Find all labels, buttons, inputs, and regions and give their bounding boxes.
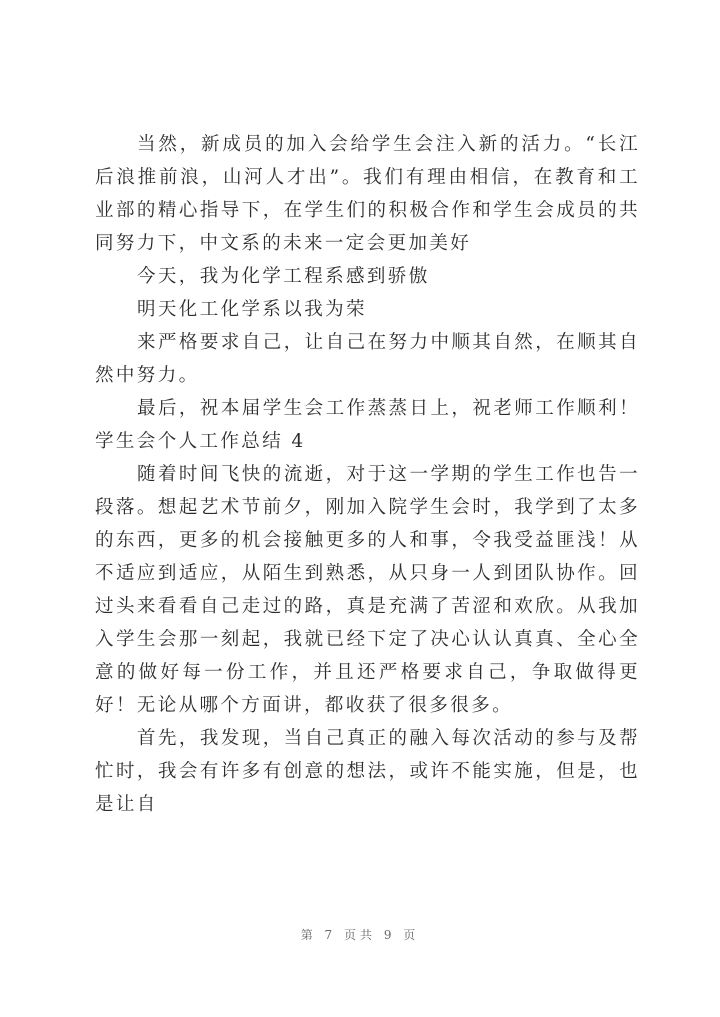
paragraph-2: 今天，我为化学工程系感到骄傲 bbox=[137, 266, 430, 287]
page-number-footer: 第 7 页共 9 页 bbox=[300, 928, 420, 942]
paragraph-3: 明天化工化学系以我为荣 bbox=[137, 299, 367, 320]
paragraph-6: 随着时间飞快的流逝，对于这一学期的学生工作也告一段落。想起艺术节前夕，刚加入院学生会时，我学到了太多的东西，更多的机会接触更多的人和事，令我受益匪浅！从不适应到适应，从陌生到熟悉，从只身一人到团队协作。回过头来看看自己走过的路，真是充满了苦涩和欢欣。从我加入学生会那一刻起，我就已经下定了决心认认真真、全心全意的做好每一份工作，并且还严格要求自己，争取做得更好！无论从哪个方面讲，都收获了很多很多。 bbox=[95, 464, 640, 716]
paragraph-7: 首先，我发现，当自己真正的融入每次活动的参与及帮忙时，我会有许多有创意的想法，或许不能实施，但是，也是让自 bbox=[95, 728, 640, 815]
paragraph-1: 当然，新成员的加入会给学生会注入新的活力。“长江后浪推前浪，山河人才出”。我们有理由相信，在教育和工业部的精心指导下，在学生们的积极合作和学生会成员的共同努力下，中文系的未来一定会更加美好 bbox=[95, 134, 640, 254]
document-body bbox=[95, 128, 640, 821]
paragraph-4: 来严格要求自己，让自己在努力中顺其自然，在顺其自然中努力。 bbox=[95, 332, 640, 386]
paragraph-5: 最后，祝本届学生会工作蒸蒸日上，祝老师工作顺利！学生会个人工作总结 4 bbox=[95, 398, 640, 452]
